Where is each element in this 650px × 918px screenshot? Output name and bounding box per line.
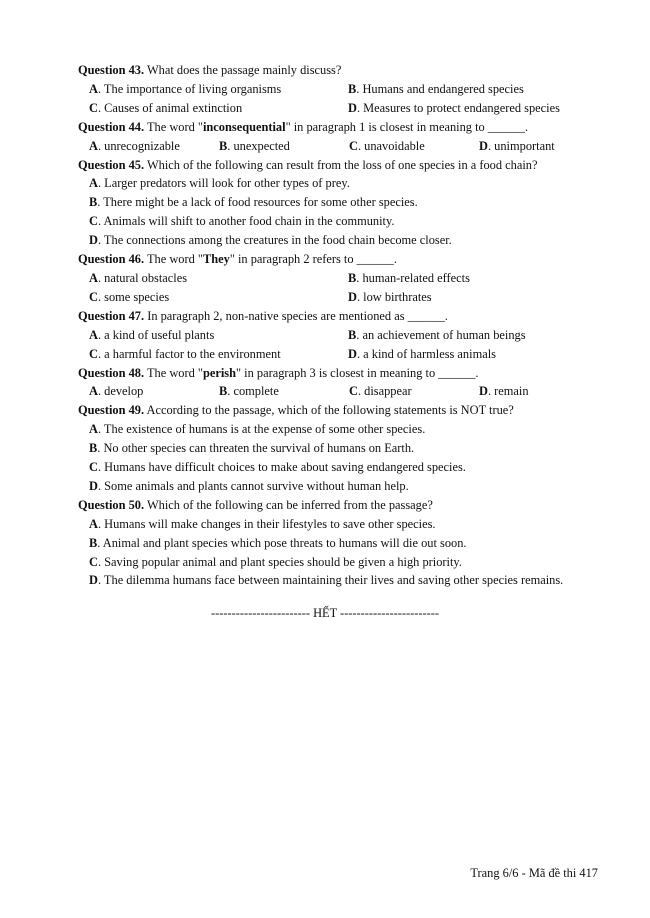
option-d xyxy=(479,137,555,156)
option-letter: D xyxy=(479,138,488,153)
option-text: . The connections among the creatures in the food chain become closer. xyxy=(97,233,452,248)
option-text: . unrecognizable xyxy=(97,138,180,153)
option-text: . unexpected xyxy=(227,138,290,153)
option-b xyxy=(348,80,524,99)
option-letter: B xyxy=(89,535,98,550)
option-row xyxy=(78,553,638,572)
option-text: . unavoidable xyxy=(357,138,425,153)
question-stem xyxy=(78,118,638,137)
question-text-pre: According to the passage, which of the following statements is NOT true? xyxy=(144,403,514,418)
option-text: . a kind of useful plants xyxy=(97,327,215,342)
option-row xyxy=(78,231,638,250)
option-d xyxy=(479,382,529,401)
question-text-pre: Which of the following can be inferred from the passage? xyxy=(144,497,433,512)
option-b xyxy=(89,195,418,209)
option-letter: D xyxy=(348,100,357,115)
option-letter: D xyxy=(89,573,98,588)
question-text-pre: The word " xyxy=(144,365,203,380)
option-letter: C xyxy=(89,554,98,569)
option-text: . develop xyxy=(97,384,144,399)
option-a xyxy=(89,80,348,99)
option-letter: B xyxy=(219,384,228,399)
option-text: . a kind of harmless animals xyxy=(356,346,496,361)
option-text: . Saving popular animal and plant species should be given a high priority. xyxy=(97,554,462,569)
option-text: . disappear xyxy=(357,384,412,399)
option-letter: B xyxy=(219,138,228,153)
question-stem xyxy=(78,401,638,420)
option-a xyxy=(89,326,348,345)
question-list xyxy=(78,61,638,590)
option-a xyxy=(89,176,350,190)
question-text-pre: The word " xyxy=(144,119,203,134)
option-b xyxy=(348,269,470,288)
question-number: Question 45. xyxy=(78,157,145,172)
option-b xyxy=(89,536,467,550)
option-text: . No other species can threaten the survival of humans on Earth. xyxy=(97,441,415,456)
option-row xyxy=(78,137,638,156)
option-b xyxy=(219,137,349,156)
option-letter: A xyxy=(89,176,98,191)
option-text: . some species xyxy=(97,289,170,304)
option-text: . Animals will shift to another food chain in the community. xyxy=(97,214,395,229)
option-row xyxy=(78,326,638,345)
option-row xyxy=(78,382,638,401)
option-row xyxy=(78,439,638,458)
option-text: . Measures to protect endangered species xyxy=(356,100,560,115)
option-text: . Humans and endangered species xyxy=(356,81,524,96)
option-text: . remain xyxy=(487,384,529,399)
question-stem xyxy=(78,250,638,269)
option-text: . The existence of humans is at the expense of some other species. xyxy=(97,422,426,437)
question-number: Question 48. xyxy=(78,365,145,380)
option-letter: D xyxy=(348,346,357,361)
option-row xyxy=(78,193,638,212)
option-letter: D xyxy=(89,233,98,248)
page-footer: Trang 6/6 - Mã đề thi 417 xyxy=(470,866,598,880)
option-row xyxy=(78,534,638,553)
question-stem xyxy=(78,496,638,515)
option-a xyxy=(89,382,219,401)
option-letter: B xyxy=(89,441,98,456)
option-d xyxy=(89,479,409,493)
question-number: Question 43. xyxy=(78,63,145,77)
option-c xyxy=(89,555,462,569)
question-keyword: perish xyxy=(202,365,236,380)
option-letter: C xyxy=(89,289,98,304)
option-row xyxy=(78,80,638,99)
option-text: . Causes of animal extinction xyxy=(97,100,243,115)
question-text-post: " in paragraph 3 is closest in meaning to ______. xyxy=(236,365,479,380)
question-stem xyxy=(78,364,638,383)
question-number: Question 49. xyxy=(78,403,145,418)
option-letter: D xyxy=(89,478,98,493)
option-text: . a harmful factor to the environment xyxy=(97,346,281,361)
question-text-pre: What does the passage mainly discuss? xyxy=(144,63,342,77)
option-letter: B xyxy=(348,81,357,96)
question-number: Question 44. xyxy=(78,119,145,134)
option-row xyxy=(78,212,638,231)
option-row xyxy=(78,571,638,590)
question-keyword: inconsequential xyxy=(202,119,286,134)
option-text: . Humans have difficult choices to make about saving endangered species. xyxy=(97,460,466,475)
option-letter: B xyxy=(348,327,357,342)
option-a xyxy=(89,269,348,288)
option-letter: C xyxy=(349,138,358,153)
option-d xyxy=(348,99,560,118)
option-row xyxy=(78,477,638,496)
question-stem xyxy=(78,156,638,175)
option-text: . low birthrates xyxy=(356,289,432,304)
option-letter: A xyxy=(89,138,98,153)
option-a xyxy=(89,422,425,436)
option-row xyxy=(78,420,638,439)
option-a xyxy=(89,137,219,156)
option-d xyxy=(89,233,452,247)
option-b xyxy=(219,382,349,401)
option-c xyxy=(89,460,466,474)
option-letter: A xyxy=(89,270,98,285)
option-row xyxy=(78,288,638,307)
option-text: . The importance of living organisms xyxy=(97,81,282,96)
option-c xyxy=(89,214,394,228)
question-stem xyxy=(78,61,638,80)
option-letter: C xyxy=(89,346,98,361)
question-stem xyxy=(78,307,638,326)
question-keyword: They xyxy=(202,252,230,267)
option-c xyxy=(89,99,348,118)
option-text: . human-related effects xyxy=(356,270,470,285)
option-d xyxy=(89,573,563,587)
option-a xyxy=(89,517,436,531)
option-c xyxy=(349,137,479,156)
option-letter: C xyxy=(89,214,98,229)
option-letter: B xyxy=(348,270,357,285)
question-number: Question 47. xyxy=(78,308,145,323)
option-row xyxy=(78,345,638,364)
option-c xyxy=(89,345,348,364)
option-text: . There might be a lack of food resources for some other species. xyxy=(97,195,418,210)
option-letter: B xyxy=(89,195,98,210)
option-text: . natural obstacles xyxy=(97,270,188,285)
option-text: . Animal and plant species which pose threats to humans will die out soon. xyxy=(97,535,467,550)
option-letter: A xyxy=(89,516,98,531)
option-c xyxy=(89,288,348,307)
option-d xyxy=(348,288,432,307)
option-text: . unimportant xyxy=(487,138,555,153)
option-letter: A xyxy=(89,422,98,437)
option-text: . complete xyxy=(227,384,279,399)
option-letter: A xyxy=(89,327,98,342)
option-row xyxy=(78,99,638,118)
question-text-post: " in paragraph 2 refers to ______. xyxy=(229,252,397,267)
option-text: . Larger predators will look for other types of prey. xyxy=(97,176,350,191)
option-letter: D xyxy=(348,289,357,304)
question-text-pre: The word " xyxy=(144,252,203,267)
end-marker: ------------------------ HẾT ------------------------ xyxy=(210,606,440,620)
question-number: Question 50. xyxy=(78,497,145,512)
option-row xyxy=(78,269,638,288)
option-text: . The dilemma humans face between maintaining their lives and saving other species remains. xyxy=(97,573,564,588)
option-letter: C xyxy=(349,384,358,399)
option-letter: A xyxy=(89,384,98,399)
option-text: . Some animals and plants cannot survive without human help. xyxy=(97,478,409,493)
option-c xyxy=(349,382,479,401)
question-text-post: " in paragraph 1 is closest in meaning to ______. xyxy=(285,119,529,134)
option-text: . an achievement of human beings xyxy=(356,327,526,342)
question-text-pre: Which of the following can result from the loss of one species in a food chain? xyxy=(144,157,538,172)
question-number: Question 46. xyxy=(78,252,145,267)
option-letter: C xyxy=(89,100,98,115)
option-d xyxy=(348,345,496,364)
option-text: . Humans will make changes in their lifestyles to save other species. xyxy=(97,516,436,531)
option-letter: C xyxy=(89,460,98,475)
option-row xyxy=(78,174,638,193)
option-row xyxy=(78,515,638,534)
question-text-pre: In paragraph 2, non-native species are mentioned as ______. xyxy=(144,308,448,323)
option-b xyxy=(348,326,526,345)
option-b xyxy=(89,441,414,455)
option-letter: D xyxy=(479,384,488,399)
option-letter: A xyxy=(89,81,98,96)
option-row xyxy=(78,458,638,477)
